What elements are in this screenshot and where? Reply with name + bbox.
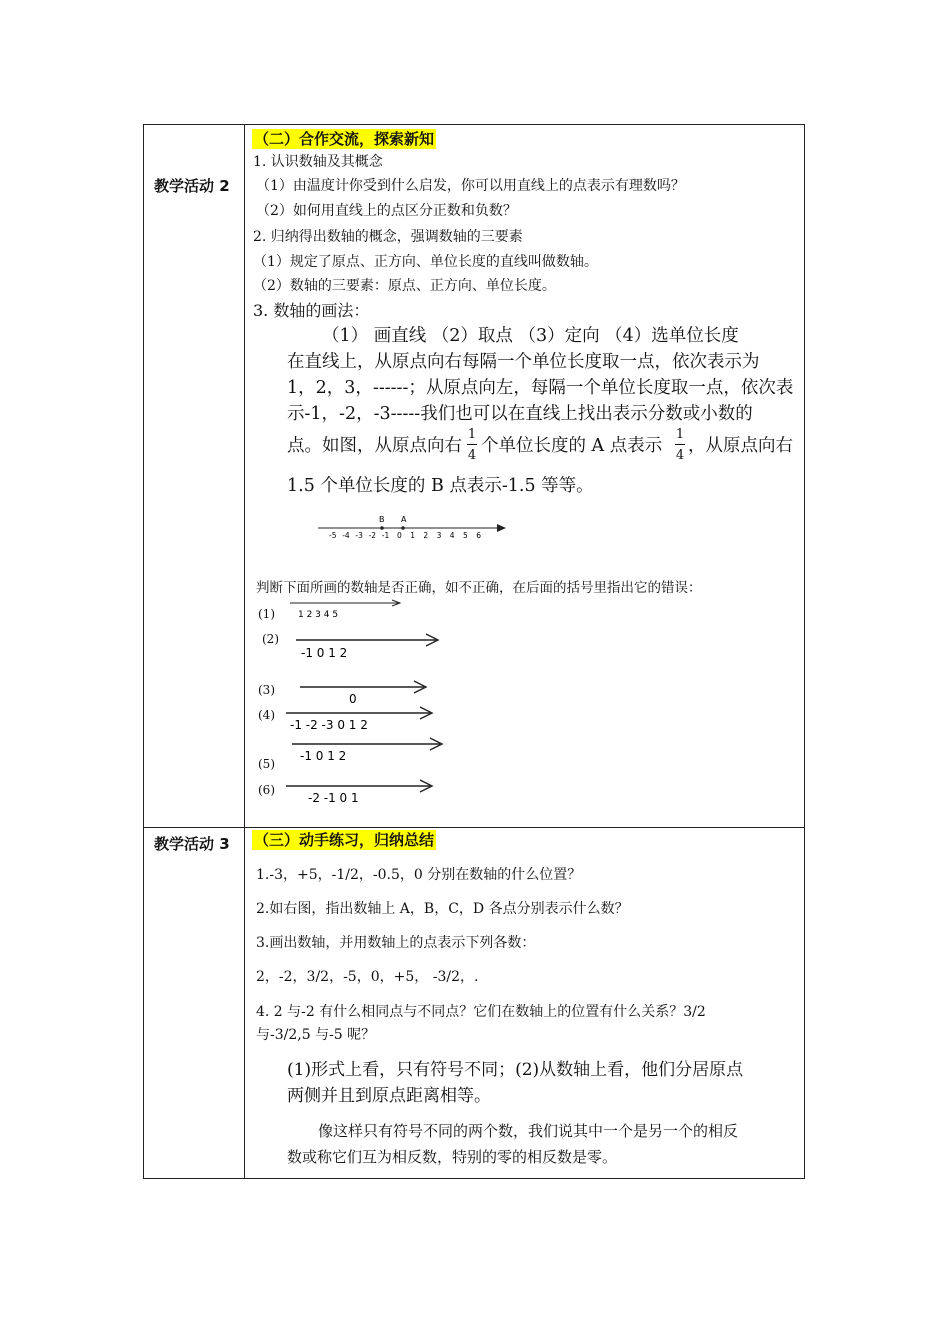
axis-para-2: 1，2，3，------；从原点向左，每隔一个单位长度取一点，依次表	[287, 378, 794, 398]
q4-line-2: 与-3/2,5 与-5 呢？	[256, 1027, 376, 1043]
fraction-2-denominator: 4	[675, 448, 685, 463]
item-4-labels: -1 -2 -3 0 1 2	[290, 718, 368, 732]
conclusion-line-1: 像这样只有符号不同的两个数，我们说其中一个是另一个的相反	[318, 1122, 739, 1140]
example-tick-label: 2	[423, 531, 429, 540]
example-tick-label: -4	[342, 531, 350, 540]
judge-instruction: 判断下面所画的数轴是否正确，如不正确，在后面的括号里指出它的错误：	[256, 580, 702, 596]
axis-para-5: 1.5 个单位长度的 B 点表示-1.5 等等。	[287, 476, 594, 496]
s2-line-1: 1. 认识数轴及其概念	[253, 154, 383, 170]
example-tick-label: -3	[355, 531, 363, 540]
item-6-labels: -2 -1 0 1	[308, 791, 359, 805]
s2-line-4: 2. 归纳得出数轴的概念，强调数轴的三要素	[253, 229, 523, 245]
s2-line-6: （2）数轴的三要素：原点、正方向、单位长度。	[253, 278, 556, 294]
item-6-number: (6)	[258, 783, 275, 797]
axis-drawing-steps: （1） 画直线 （2）取点 （3）定向 （4）选单位长度	[322, 326, 739, 346]
item-3-labels: 0	[349, 692, 357, 706]
item-5-number: (5)	[258, 757, 275, 771]
item-2-labels: -1 0 1 2	[301, 646, 348, 660]
item-1-number: (1)	[258, 607, 275, 621]
example-tick-label: 4	[449, 531, 455, 540]
point-a-label: A	[401, 515, 407, 524]
conclusion-line-2: 数或称它们互为相反数，特别的零的相反数是零。	[287, 1148, 618, 1166]
q1: 1.-3，+5，-1/2，-0.5，0 分别在数轴的什么位置？	[256, 867, 582, 883]
point-b-label: B	[379, 515, 385, 524]
q3-numbers: 2，-2，3/2，-5，0，+5， -3/2，.	[256, 969, 479, 985]
section2-heading: （二）合作交流，探索新知	[254, 130, 435, 148]
activity-3-label: 教学活动 3	[154, 835, 230, 853]
example-tick-label: 1	[410, 531, 415, 540]
item-4-number: (4)	[258, 708, 275, 722]
axis-para-3: 示-1，-2，-3-----我们也可以在直线上找出表示分数或小数的	[287, 404, 753, 424]
item-2-number: (2)	[262, 632, 279, 646]
item-1-labels: 1 2 3 4 5	[298, 610, 339, 620]
activity-2-label: 教学活动 2	[154, 177, 230, 195]
example-tick-label: -2	[368, 531, 377, 540]
s2-line-5: （1）规定了原点、正方向、单位长度的直线叫做数轴。	[253, 254, 598, 270]
q4-line-1: 4. 2 与-2 有什么相同点与不同点？它们在数轴上的位置有什么关系？3/2	[256, 1004, 706, 1020]
answer-line-1: (1)形式上看，只有符号不同；(2)从数轴上看，他们分居原点	[287, 1060, 744, 1080]
example-tick-label: 3	[436, 531, 442, 540]
example-tick-label: 0	[397, 531, 402, 540]
example-tick-label: -5	[329, 531, 337, 540]
section3-heading: （三）动手练习，归纳总结	[254, 831, 435, 849]
example-tick-label: -1	[381, 531, 390, 540]
axis-para-4c: ，从原点向右	[688, 436, 793, 456]
q2: 2.如右图，指出数轴上 A，B，C，D 各点分别表示什么数？	[256, 901, 629, 917]
axis-para-4a: 点。如图，从原点向右	[287, 436, 462, 456]
example-tick-label: 5	[463, 531, 468, 540]
fraction-1-numerator: 1	[467, 427, 477, 442]
s2-line-3: （2）如何用直线上的点区分正数和负数？	[256, 203, 517, 219]
axis-para-4b: 个单位长度的 A 点表示	[481, 436, 663, 456]
item-5-labels: -1 0 1 2	[300, 749, 347, 763]
example-tick-label: 6	[476, 531, 481, 540]
answer-line-2: 两侧并且到原点距离相等。	[287, 1086, 491, 1106]
fraction-2-numerator: 1	[675, 427, 685, 442]
item-3-number: (3)	[258, 683, 275, 697]
s2-line-2: （1）由温度计你受到什么启发，你可以用直线上的点表示有理数吗？	[256, 178, 685, 194]
q3: 3.画出数轴，并用数轴上的点表示下列各数：	[256, 935, 536, 951]
fraction-1-denominator: 4	[467, 448, 477, 463]
axis-drawing-title: 3. 数轴的画法：	[253, 301, 370, 320]
axis-para-1: 在直线上，从原点向右每隔一个单位长度取一点，依次表示为	[287, 352, 760, 372]
